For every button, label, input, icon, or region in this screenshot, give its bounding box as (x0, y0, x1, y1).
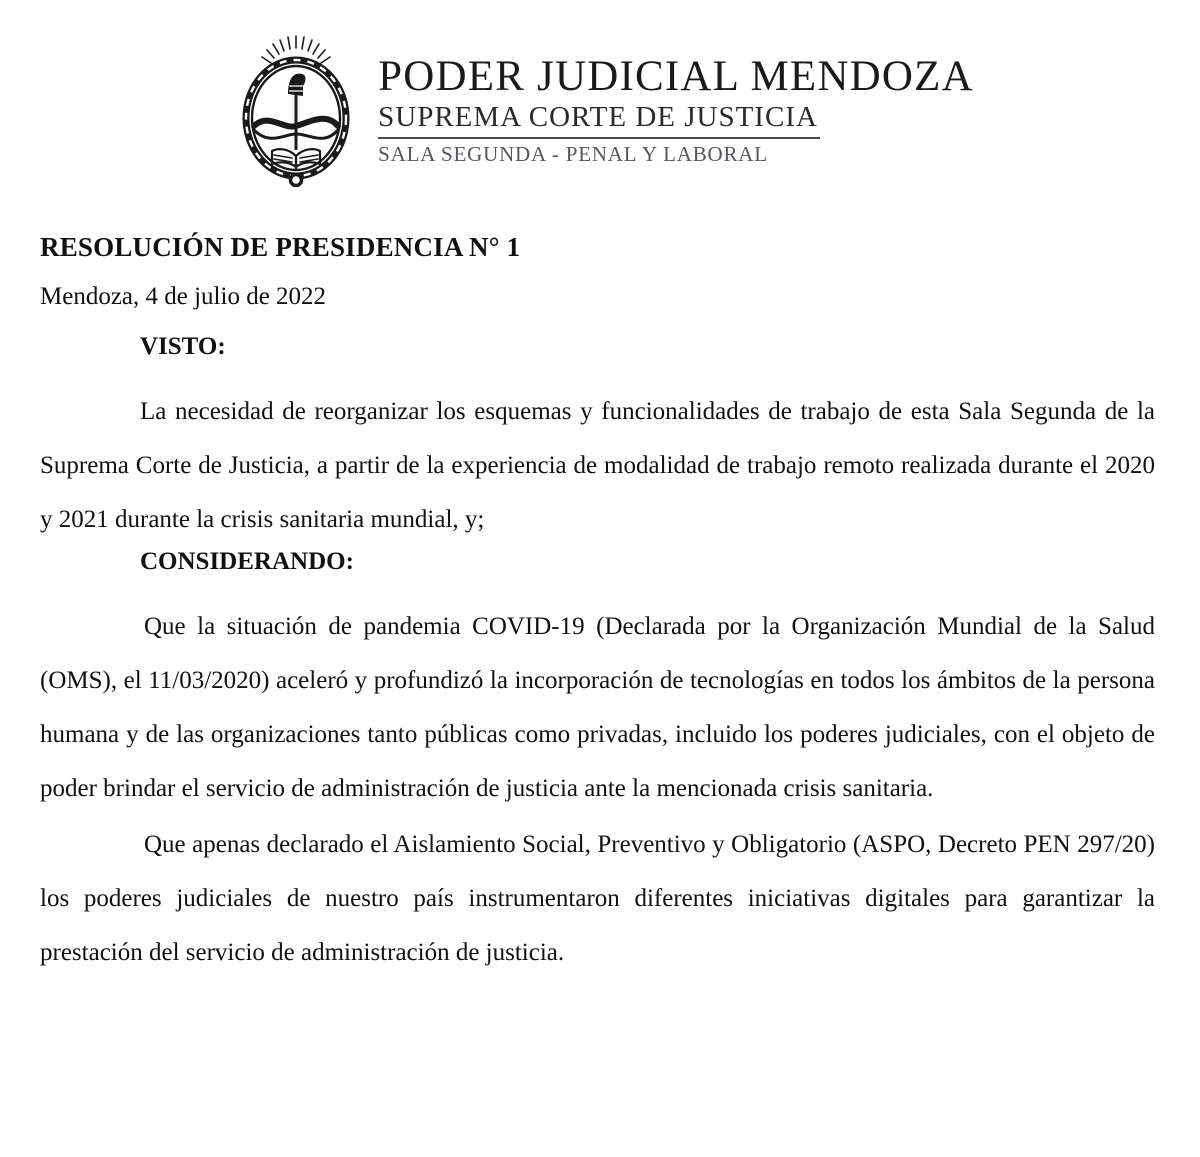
considerando-paragraph-2: Que apenas declarado el Aislamiento Social, Preventivo y Obligatorio (ASPO, Decreto PEN 297/20) los poderes judiciales de nuestro país instrumentaron diferentes iniciativas digitales para garantizar la prestación del servicio de administración de justicia. (40, 831, 1155, 966)
visto-paragraph: La necesidad de reorganizar los esquemas y funcionalidades de trabajo de esta Sala Segunda de la Suprema Corte de Justicia, a partir de la experiencia de modalidad de trabajo remoto realizada durante el 2020 y 2021 durante la crisis sanitaria mundial, y; (40, 398, 1155, 533)
resolution-title: RESOLUCIÓN DE PRESIDENCIA N° 1 (40, 232, 521, 262)
considerando-heading: CONSIDERANDO: (140, 548, 354, 575)
mendoza-judiciary-coat-of-arms-icon (236, 34, 356, 194)
masthead-subtitle: SUPREMA CORTE DE JUSTICIA (378, 101, 818, 134)
visto-heading: VISTO: (140, 333, 226, 360)
document-body (0, 234, 1200, 980)
masthead-text-block (378, 30, 974, 167)
masthead-chamber: SALA SEGUNDA - PENAL Y LABORAL (378, 142, 768, 167)
place-and-date: Mendoza, 4 de julio de 2022 (40, 283, 327, 310)
masthead-divider (378, 137, 820, 139)
masthead-title: PODER JUDICIAL MENDOZA (378, 53, 974, 100)
letterhead (0, 0, 1200, 190)
considerando-paragraph-1: Que la situación de pandemia COVID-19 (Declarada por la Organización Mundial de la Salud (OMS), el 11/03/2020) aceleró y profundizó la incorporación de tecnologías en todos los ámbitos de la persona humana y de las organizaciones tanto públicas como privadas, incluido los poderes judiciales, con el objeto de poder brindar el servicio de administración de justicia ante la mencionada crisis sanitaria. (40, 613, 1155, 802)
